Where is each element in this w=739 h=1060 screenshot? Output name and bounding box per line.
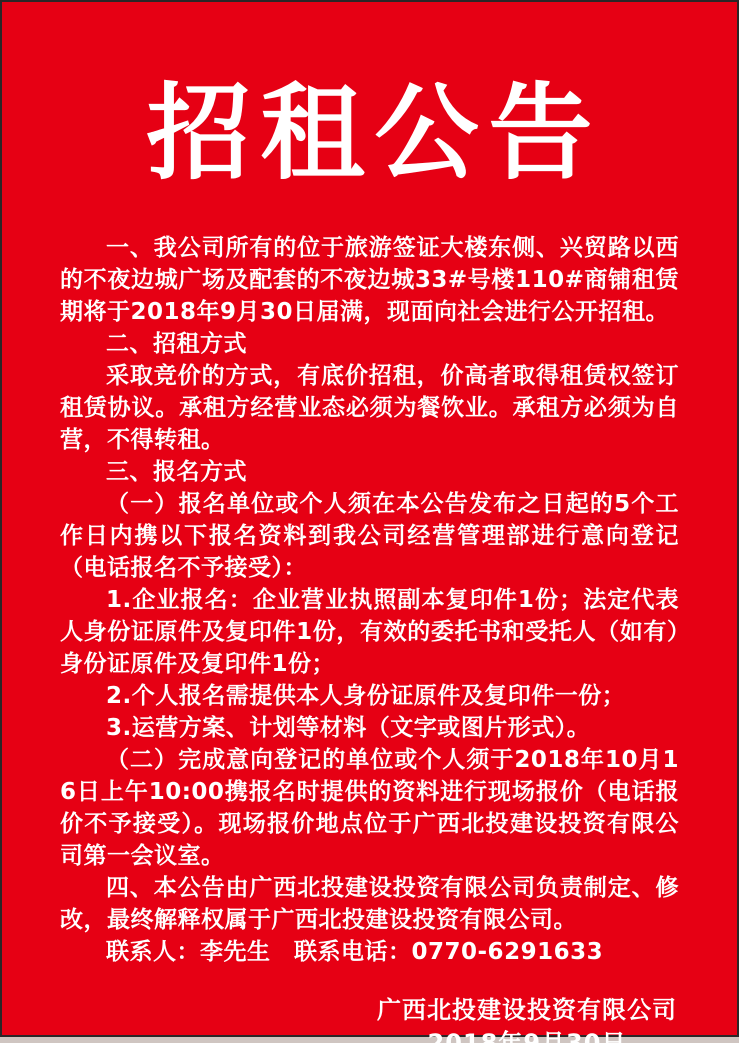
- announcement-body: [60, 232, 679, 968]
- paragraph-registration-intro: （一）报名单位或个人须在本公告发布之日起的5个工作日内携以下报名资料到我公司经营管理部进行意向登记（电话报名不予接受）：: [60, 491, 679, 582]
- paragraph-company-registration: 1.企业报名：企业营业执照副本复印件1份；法定代表人身份证原件及复印件1份，有效的委托书和受托人（如有）身份证原件及复印件1份；: [60, 587, 679, 678]
- paragraph-rental-method: 采取竞价的方式，有底价招租，价高者取得租赁权签订租赁协议。承租方经营业态必须为餐饮业。承租方必须为自营，不得转租。: [60, 363, 679, 454]
- signature-company: 广西北投建设投资有限公司: [377, 996, 677, 1025]
- section-heading-registration: 三、报名方式: [106, 459, 247, 486]
- section-heading-rental-method: 二、招租方式: [106, 331, 247, 358]
- paragraph-operation-plan: 3.运营方案、计划等材料（文字或图片形式）。: [106, 715, 591, 742]
- paragraph-interpretation-rights: 四、本公告由广西北投建设投资有限公司负责制定、修改，最终解释权属于广西北投建设投资有限公司。: [60, 875, 679, 934]
- signature-date: 2018年9月30日: [427, 1029, 627, 1058]
- page-title: 招租公告: [146, 71, 603, 194]
- signature-block: [377, 994, 677, 1060]
- paragraph-property-intro: 一、我公司所有的位于旅游签证大楼东侧、兴贸路以西的不夜边城广场及配套的不夜边城33#号楼110#商铺租赁期将于2018年9月30日届满，现面向社会进行公开招租。: [60, 235, 679, 326]
- contact-line: 联系人：李先生 联系电话：0770-6291633: [106, 939, 604, 966]
- paragraph-individual-registration: 2.个人报名需提供本人身份证原件及复印件一份；: [106, 683, 626, 710]
- paragraph-onsite-bidding: （二）完成意向登记的单位或个人须于2018年10月16日上午10:00携报名时提供的资料进行现场报价（电话报价不予接受）。现场报价地点位于广西北投建设投资有限公司第一会议室。: [60, 747, 679, 870]
